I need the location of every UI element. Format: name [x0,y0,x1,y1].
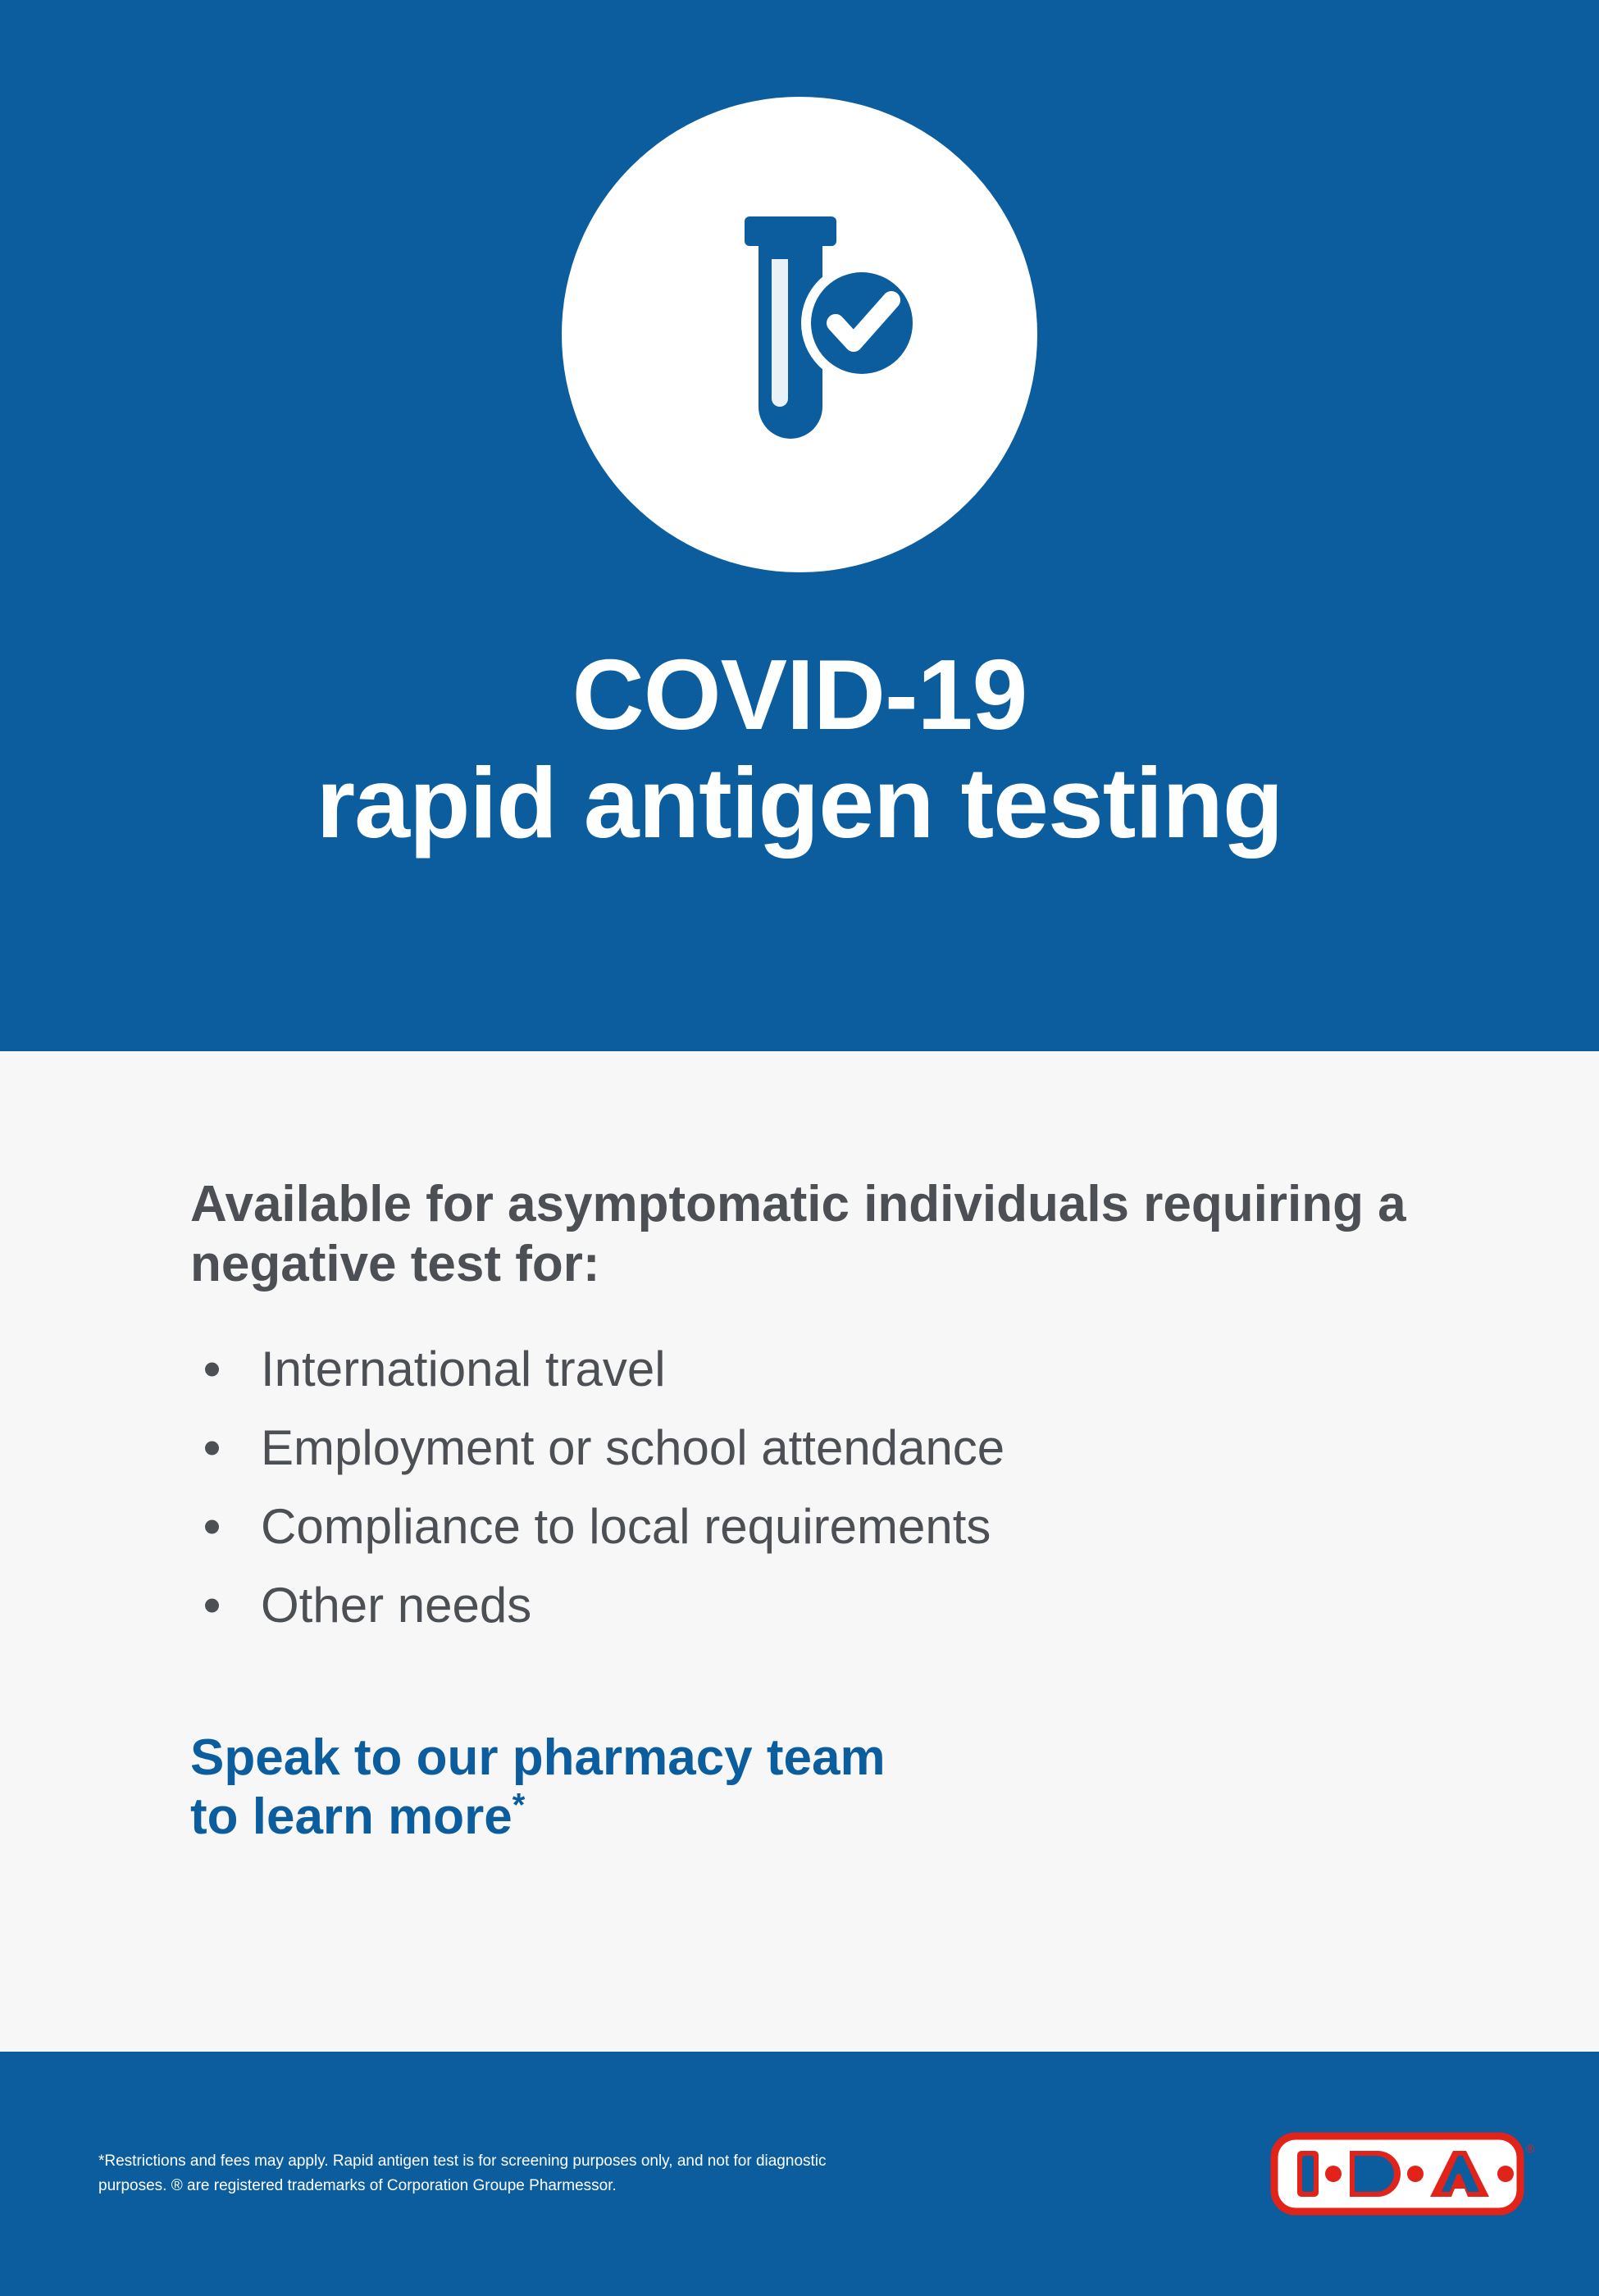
call-to-action [190,1729,1599,1846]
benefits-list [190,1342,1599,1633]
title-line-2: rapid antigen testing [316,746,1283,859]
test-tube-check-icon [562,97,1037,572]
cta-line-1: Speak to our pharmacy team [190,1729,886,1787]
ida-logo [1269,2125,1540,2223]
registered-mark: ® [1526,2142,1535,2155]
list-item [190,1420,1599,1476]
disclaimer-line-1: *Restrictions and fees may apply. Rapid antigen test is for screening purposes only, and not for diagnostic [98,2152,827,2170]
disclaimer-line-2: purposes. ® are registered trademarks of Corporation Groupe Pharmessor. [98,2177,617,2194]
header-banner [0,0,1599,1051]
title-line-1: COVID-19 [572,639,1027,750]
main-content [0,1051,1599,2052]
cta-footnote-marker: * [512,1786,526,1823]
cta-line-2-wrap [190,1788,1599,1846]
lead-paragraph: Available for asymptomatic individuals requiring a negative test for: [190,1176,1406,1293]
list-item-label: International travel [261,1342,666,1397]
cta-line-2: to learn more [190,1788,512,1845]
disclaimer-text [98,2149,827,2199]
bullet-dot-icon [205,1442,219,1456]
bullet-dot-icon [205,1363,219,1377]
bullet-dot-icon [205,1599,219,1613]
list-item-label: Compliance to local requirements [261,1499,991,1555]
bullet-dot-icon [205,1520,219,1534]
list-item-label: Employment or school attendance [261,1420,1005,1476]
footer-bar [0,2052,1599,2296]
list-item [190,1499,1599,1555]
page-title [317,641,1283,858]
list-item-label: Other needs [261,1578,532,1633]
list-item [190,1342,1599,1397]
list-item [190,1578,1599,1633]
